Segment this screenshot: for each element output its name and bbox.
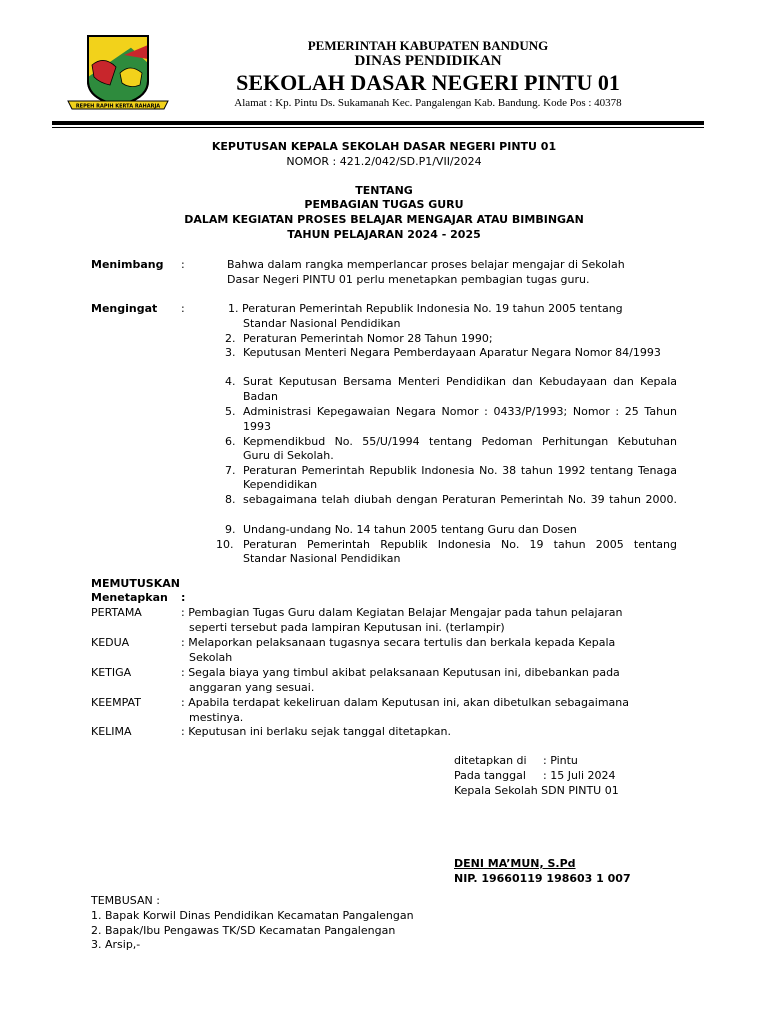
letterhead-rule-thick: [52, 121, 704, 125]
mengingat-item-cont: Guru di Sekolah.: [243, 449, 334, 462]
diktum-text: : Keputusan ini berlaku sejak tanggal ditetapkan.: [181, 725, 451, 738]
mengingat-item-text: Keputusan Menteri Negara Pemberdayaan Aparatur Negara Nomor 84/1993: [243, 346, 661, 359]
diktum-text-cont: seperti tersebut pada lampiran Keputusan ini. (terlampir): [189, 621, 505, 634]
diktum-text: : Pembagian Tugas Guru dalam Kegiatan Belajar Mengajar pada tahun pelajaran: [181, 606, 623, 619]
signer-nip: NIP. 19660119 198603 1 007: [454, 872, 631, 885]
diktum-label-ketiga: KETIGA: [91, 666, 132, 679]
kop-line1: PEMERINTAH KABUPATEN BANDUNG: [307, 38, 549, 53]
menetapkan-label: Menetapkan: [91, 591, 168, 604]
mengingat-item-number: 3.: [225, 346, 236, 359]
diktum-label-kedua: KEDUA: [91, 636, 130, 649]
tembusan-heading: TEMBUSAN :: [91, 894, 160, 907]
mengingat-item-line: Kepmendikbud No. 55/U/1994 tentang Pedoman Perhitungan Kebutuhan: [243, 435, 677, 448]
subject-line3: TAHUN PELAJARAN 2024 - 2025: [287, 228, 481, 241]
tembusan-item: 3. Arsip,-: [91, 938, 141, 951]
signer-name: DENI MA’MUN, S.Pd: [454, 857, 576, 870]
menimbang-label: Menimbang: [91, 258, 164, 271]
mengingat-item-number: 1.: [228, 302, 239, 315]
mengingat-item-cont: Standar Nasional Pendidikan: [243, 317, 401, 330]
diktum-text: : Segala biaya yang timbul akibat pelaksanaan Keputusan ini, dibebankan pada: [181, 666, 620, 679]
diktum-text-cont: mestinya.: [189, 711, 244, 724]
mengingat-item-cont: Badan: [243, 390, 278, 403]
mengingat-item-number: 5.: [225, 405, 236, 418]
mengingat-item-text: Peraturan Pemerintah Nomor 28 Tahun 1990;: [243, 332, 493, 345]
mengingat-item-number: 9.: [225, 523, 236, 536]
menimbang-colon: :: [181, 258, 185, 271]
diktum-label-keempat: KEEMPAT: [91, 696, 141, 709]
mengingat-item-text: [243, 463, 677, 478]
subject-line2: DALAM KEGIATAN PROSES BELAJAR MENGAJAR ATAU BIMBINGAN: [184, 213, 584, 226]
memutuskan-heading: MEMUTUSKAN: [91, 577, 180, 590]
letterhead-rule-thin: [52, 127, 704, 128]
mengingat-item-cont: Kependidikan: [243, 478, 318, 491]
mengingat-item-text: [243, 374, 677, 389]
mengingat-item-line: Peraturan Pemerintah Republik Indonesia No. 19 tahun 2005 tentang: [243, 538, 677, 551]
mengingat-item: [228, 301, 623, 316]
diktum-label-pertama: PERTAMA: [91, 606, 142, 619]
mengingat-item-text: Undang-undang No. 14 tahun 2005 tentang Guru dan Dosen: [243, 523, 577, 536]
diktum-text-cont: Sekolah: [189, 651, 233, 664]
menetapkan-colon: :: [181, 591, 186, 604]
mengingat-item-number: 7.: [225, 464, 236, 477]
tembusan-item: 2. Bapak/Ibu Pengawas TK/SD Kecamatan Pangalengan: [91, 924, 396, 937]
signer-position: Kepala Sekolah SDN PINTU 01: [454, 784, 619, 797]
ditetapkan-label: ditetapkan di: [454, 754, 527, 767]
mengingat-item-text: [243, 492, 677, 507]
diktum-label-kelima: KELIMA: [91, 725, 132, 738]
regency-logo: [64, 33, 172, 113]
mengingat-item-number: 4.: [225, 375, 236, 388]
mengingat-item-cont: Standar Nasional Pendidikan: [243, 552, 401, 565]
mengingat-item-line: Surat Keputusan Bersama Menteri Pendidikan dan Kebudayaan dan Kepala: [243, 375, 677, 388]
mengingat-item-number: 6.: [225, 435, 236, 448]
decree-heading: KEPUTUSAN KEPALA SEKOLAH DASAR NEGERI PINTU 01: [211, 140, 557, 153]
mengingat-item-text: Peraturan Pemerintah Republik Indonesia No. 19 tahun 2005 tentang: [242, 302, 623, 315]
mengingat-item-text: [243, 404, 677, 419]
ditetapkan-value: : Pintu: [543, 754, 578, 767]
diktum-text: : Apabila terdapat kekeliruan dalam Keputusan ini, akan dibetulkan sebagaimana: [181, 696, 629, 709]
school-name: SEKOLAH DASAR NEGERI PINTU 01: [236, 70, 620, 95]
logo-motto: REPEH RAPIH KERTA RAHARJA: [75, 103, 161, 110]
mengingat-item-number: 10.: [216, 538, 234, 551]
mengingat-item-line: sebagaimana telah diubah dengan Peraturan Pemerintah No. 39 tahun 2000.: [243, 493, 677, 506]
school-address: Alamat : Kp. Pintu Ds. Sukamanah Kec. Pangalengan Kab. Bandung. Kode Pos : 40378: [234, 97, 622, 109]
tanggal-value: : 15 Juli 2024: [543, 769, 616, 782]
mengingat-label: Mengingat: [91, 302, 158, 315]
mengingat-item-line: Administrasi Kepegawaian Negara Nomor : 0433/P/1993; Nomor : 25 Tahun: [243, 405, 677, 418]
mengingat-item-line: Peraturan Pemerintah Republik Indonesia No. 38 tahun 1992 tentang Tenaga: [243, 464, 677, 477]
mengingat-item-text: [243, 434, 677, 449]
diktum-text: : Melaporkan pelaksanaan tugasnya secara tertulis dan berkala kepada Kepala: [181, 636, 616, 649]
mengingat-item-cont: 1993: [243, 420, 271, 433]
mengingat-item-number: 8.: [225, 493, 236, 506]
diktum-text-cont: anggaran yang sesuai.: [189, 681, 315, 694]
menimbang-text-line2: Dasar Negeri PINTU 01 perlu menetapkan pembagian tugas guru.: [227, 273, 590, 286]
mengingat-item-number: 2.: [225, 332, 236, 345]
decree-number: NOMOR : 421.2/042/SD.P1/VII/2024: [286, 155, 482, 168]
mengingat-colon: :: [181, 302, 185, 315]
mengingat-item-text: [243, 537, 677, 552]
menimbang-text-line1: Bahwa dalam rangka memperlancar proses belajar mengajar di Sekolah: [227, 258, 625, 271]
tentang-label: TENTANG: [355, 184, 413, 197]
tanggal-label: Pada tanggal: [454, 769, 526, 782]
tembusan-item: 1. Bapak Korwil Dinas Pendidikan Kecamatan Pangalengan: [91, 909, 414, 922]
subject-line1: PEMBAGIAN TUGAS GURU: [304, 198, 464, 211]
kop-line2: DINAS PENDIDIKAN: [354, 53, 502, 69]
